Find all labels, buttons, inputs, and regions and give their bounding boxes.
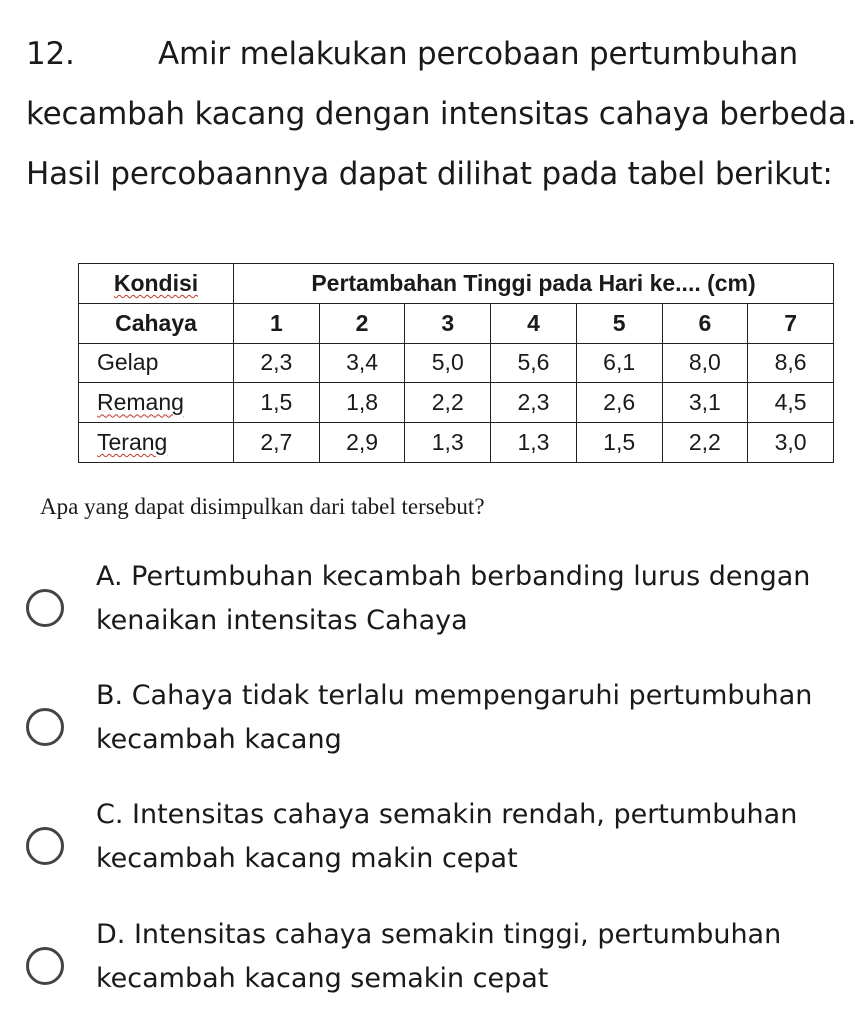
- value-cell: 2,9: [319, 423, 405, 463]
- value-cell: 5,0: [405, 343, 491, 383]
- day-header: 6: [662, 303, 748, 343]
- kondisi-cell: Terang: [79, 423, 234, 463]
- value-cell: 2,2: [662, 423, 748, 463]
- day-header: 7: [748, 303, 834, 343]
- table-row: [79, 423, 834, 463]
- value-cell: 8,0: [662, 343, 748, 383]
- question-number: 12.: [26, 36, 75, 72]
- value-cell: 1,5: [576, 423, 662, 463]
- option-a[interactable]: [26, 555, 856, 645]
- day-header: 5: [576, 303, 662, 343]
- option-d[interactable]: [26, 913, 856, 1003]
- value-cell: 1,5: [234, 383, 320, 423]
- option-c[interactable]: [26, 793, 856, 883]
- kondisi-cell: Gelap: [79, 343, 234, 383]
- table-row: [79, 343, 834, 383]
- header-title: Pertambahan Tinggi pada Hari ke.... (cm): [234, 264, 834, 304]
- question-line-2: kecambah kacang dengan intensitas cahaya berbeda.: [26, 96, 857, 132]
- option-d-label: D. Intensitas cahaya semakin tinggi, pertumbuhan kecambah kacang semakin cepat: [96, 919, 782, 994]
- value-cell: 2,6: [576, 383, 662, 423]
- value-cell: 3,1: [662, 383, 748, 423]
- value-cell: 2,7: [234, 423, 320, 463]
- day-header: 1: [234, 303, 320, 343]
- radio-button[interactable]: [26, 947, 64, 985]
- question-line-3: Hasil percobaannya dapat dilihat pada tabel berikut:: [26, 156, 833, 192]
- header-kondisi: Kondisi: [79, 264, 234, 304]
- option-a-label: A. Pertumbuhan kecambah berbanding lurus dengan kenaikan intensitas Cahaya: [96, 561, 811, 636]
- table-header-row: [79, 264, 834, 304]
- value-cell: 2,3: [234, 343, 320, 383]
- value-cell: 1,3: [405, 423, 491, 463]
- question-prompt: Apa yang dapat disimpulkan dari tabel tersebut?: [40, 494, 485, 519]
- value-cell: 1,8: [319, 383, 405, 423]
- day-header: 3: [405, 303, 491, 343]
- table-days-row: [79, 303, 834, 343]
- table-row: [79, 383, 834, 423]
- value-cell: 1,3: [491, 423, 577, 463]
- question-line-1: 12. Amir melakukan percobaan pertumbuhan: [26, 24, 856, 84]
- option-b[interactable]: [26, 674, 856, 764]
- day-header: 4: [491, 303, 577, 343]
- value-cell: 6,1: [576, 343, 662, 383]
- radio-button[interactable]: [26, 827, 64, 865]
- option-b-label: B. Cahaya tidak terlalu mempengaruhi pertumbuhan kecambah kacang: [96, 680, 813, 755]
- kondisi-cell: Remang: [79, 383, 234, 423]
- value-cell: 3,4: [319, 343, 405, 383]
- value-cell: 8,6: [748, 343, 834, 383]
- value-cell: 4,5: [748, 383, 834, 423]
- value-cell: 2,3: [491, 383, 577, 423]
- value-cell: 5,6: [491, 343, 577, 383]
- day-header: 2: [319, 303, 405, 343]
- question-text: [26, 24, 856, 204]
- radio-button[interactable]: [26, 708, 64, 746]
- radio-button[interactable]: [26, 589, 64, 627]
- growth-table: [78, 263, 834, 463]
- option-c-label: C. Intensitas cahaya semakin rendah, pertumbuhan kecambah kacang makin cepat: [96, 799, 798, 874]
- header-cahaya: Cahaya: [79, 303, 234, 343]
- value-cell: 2,2: [405, 383, 491, 423]
- value-cell: 3,0: [748, 423, 834, 463]
